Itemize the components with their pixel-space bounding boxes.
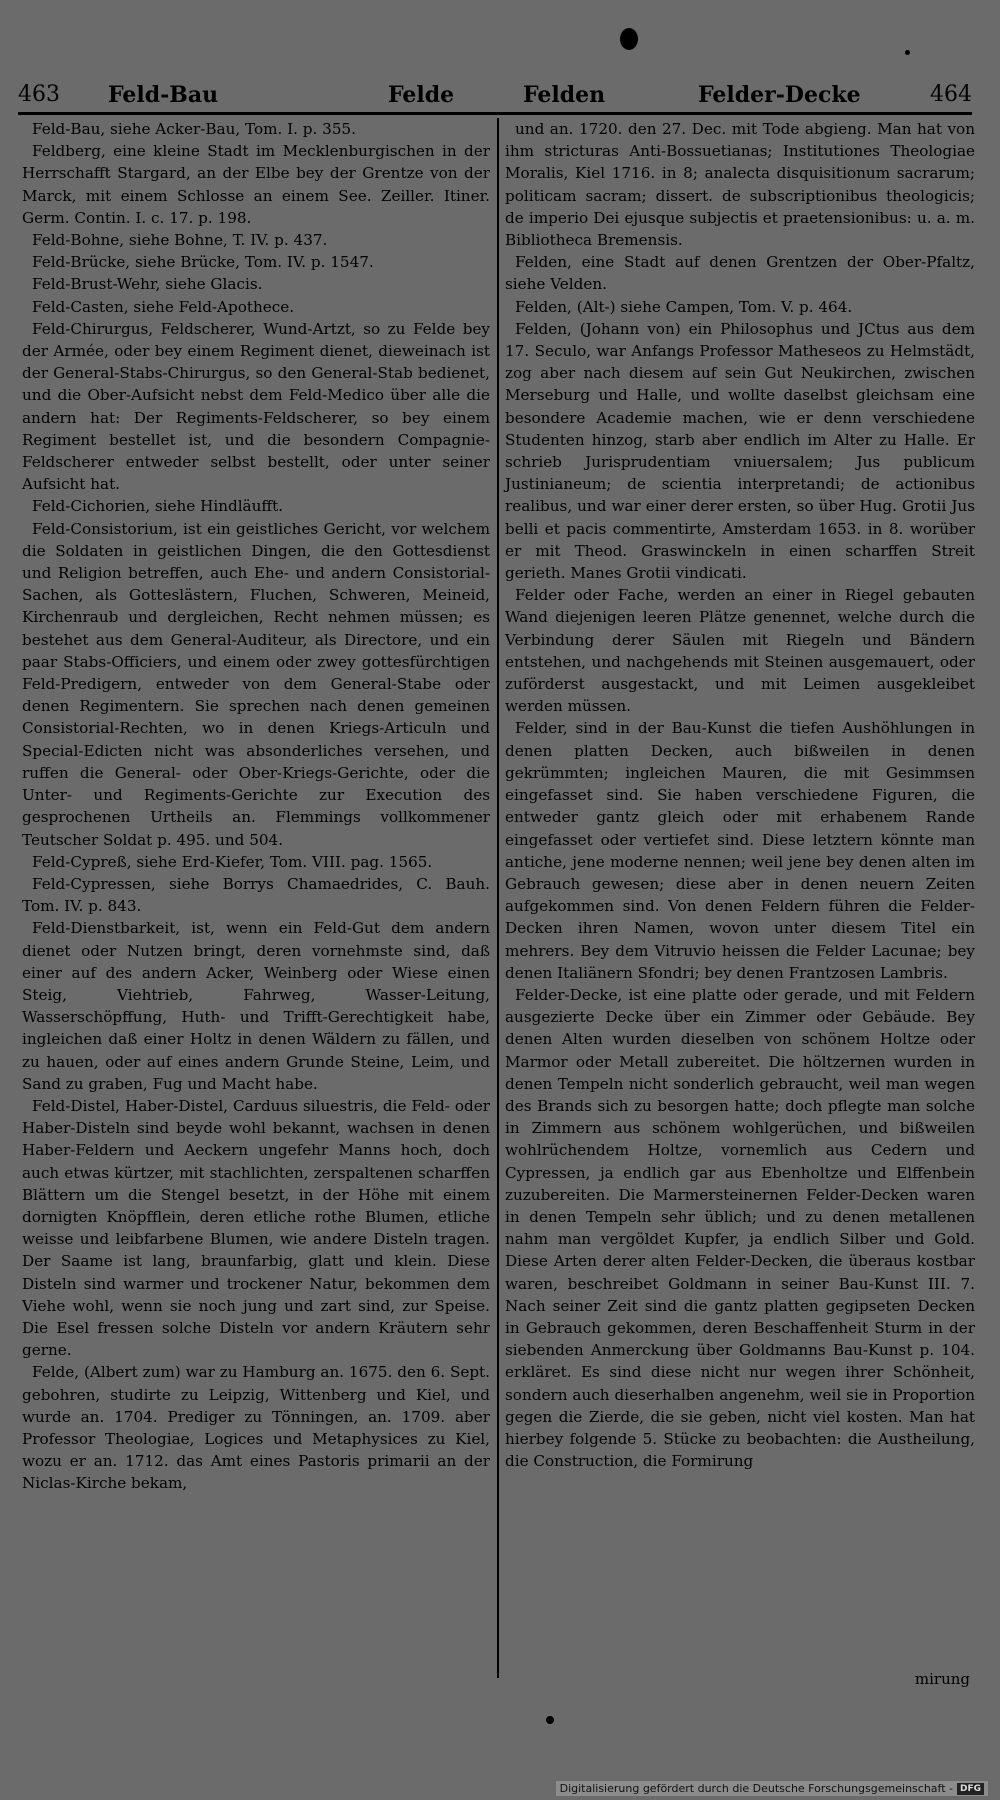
entry: Felder oder Fache, werden an einer in Riegel gebauten Wand diejenigen leeren Plätze genennet, welche durch die Verbindung derer Säulen mit Riegeln und Bändern entstehen, und nachgehends mit Steinen ausgemauert, oder zuförderst ausgestackt, und mit Leimen ausgekleibet werden müssen. [505,586,975,716]
entry: und an. 1720. den 27. Dec. mit Tode abgieng. Man hat von ihm stricturas Anti-Bossuetianas; Institutiones Theologiae Moralis, Kiel 1716. in 8; analecta disquisitionum sacrarum; politicam sacram; dissert. de subscriptionibus theologicis; de imperio Dei ejusque subjectis et praetensionibus: u. a. m. Bibliotheca Bremensis. [505,120,975,250]
entry: Feld-Cypreß, siehe Erd-Kiefer, Tom. VIII. pag. 1565. [32,852,433,871]
entry: Feld-Dienstbarkeit, ist, wenn ein Feld-Gut dem andern dienet oder Nutzen bringt, deren vornehmste sind, daß einer auf des andern Acker, Weinberg oder Wiese einen Steig, Viehtrieb, Fahrweg, Wasser-Leitung, Wasserschöpffung, Huth- und Trifft-Gerechtigkeit habe, ingleichen daß einer Holtz in denen Wäldern zu fällen, und zu hauen, oder auf eines andern Grunde Steine, Leim, und Sand zu graben, Fug und Macht habe. [22,919,490,1093]
entry: Feld-Cichorien, siehe Hindläufft. [32,497,284,516]
entry: Felden, (Alt-) siehe Campen, Tom. V. p. 464. [515,297,853,316]
running-headword-1: Feld-Bau [108,82,219,108]
entry: Felder-Decke, ist eine platte oder gerade, und mit Feldern ausgezierte Decke über ein Zimmer oder Gebäude. Bey denen Alten wurden dieselben von schönem Holtze oder Marmor oder Metall zubereitet. Die höltzernen wurden in denen Tempeln nicht sonderlich gebraucht, weil man wegen des Brands sich zu besorgen hatte; doch pflegte man solche in Zimmern aus schönem wohlgerüchen, und bißweilen wohlrüchendem Holtze, vornemlich aus Cedern und Cypressen, ja endlich gar aus Ebenholtze und Elffenbein zuzubereiten. Die Marmersteinernen Felder-Decken waren in denen Tempeln sehr üblich; und zu denen metallenen nahm man vergöldet Kupfer, ja endlich Silber und Gold. Diese Arten derer alten Felder-Decken, die überaus kostbar waren, beschreibet Goldmann in seiner Bau-Kunst III. 7. Nach seiner Zeit sind die gantz platten gegipseten Decken in Gebrauch gekommen, deren Beschaffenheit Sturm in der siebenden Anmerckung über Goldmanns Bau-Kunst p. 104. erkläret. Es sind diese nicht nur wegen ihrer Schönheit, sondern auch dieserhalben angenehm, weil sie in Proportion gegen die Zierde, die sie geben, nicht viel kosten. Man hat hierbey folgende 5. Stücke zu beobachten: die Austheilung, die Construction, die Formirung [505,985,975,1471]
right-column [505,118,975,1472]
entry: Feld-Brust-Wehr, siehe Glacis. [32,275,263,294]
footer-text: Digitalisierung gefördert durch die Deutsche Forschungsgemeinschaft - [559,1782,953,1795]
ink-speck [546,1716,554,1724]
entry: Felde, (Albert zum) war zu Hamburg an. 1675. den 6. Sept. gebohren, studirte zu Leipzig, Wittenberg und Kiel, und wurde an. 1704. Prediger zu Tönningen, an. 1709. aber Professor Theologiae, Logices und Metaphysices zu Kiel, wozu er an. 1712. das Amt eines Pastoris primarii an der Niclas-Kirche bekam, [22,1363,490,1493]
entry: Felden, eine Stadt auf denen Grentzen der Ober-Pfaltz, siehe Velden. [505,253,975,294]
entry: Feld-Brücke, siehe Brücke, Tom. IV. p. 1547. [32,253,374,272]
entry: Feld-Bohne, siehe Bohne, T. IV. p. 437. [32,231,328,250]
catchword: mirung [914,1670,970,1688]
entry: Feld-Distel, Haber-Distel, Carduus siluestris, die Feld- oder Haber-Disteln sind beyde wohl bekannt, wachsen in denen Haber-Feldern und Aeckern ungefehr Manns hoch, doch auch etwas kürtzer, mit stachlichten, zerspaltenen scharffen Blättern um die Stengel besetzt, in der Höhe mit einem dornigten Knöpfflein, deren etliche rothe Blumen, etliche weisse und leibfarbene Blumen, wie andere Disteln tragen. Der Saame ist lang, braunfarbig, glatt und klein. Diese Disteln sind warmer und trockener Natur, bekommen dem Viehe wohl, wenn sie noch jung und zart sind, zur Speise. Die Esel fressen solche Disteln vor andern Kräutern sehr gerne. [22,1096,490,1360]
digitization-footer [556,1781,988,1796]
entry: Feld-Cypressen, siehe Borrys Chamaedrides, C. Bauh. Tom. IV. p. 843. [22,874,490,916]
dfg-logo: DFG [957,1783,984,1795]
ink-speck [905,50,910,55]
running-headword-3: Felden [523,82,606,108]
entry: Feld-Consistorium, ist ein geistliches Gericht, vor welchem die Soldaten in geistlichen Dingen, die den Gottesdienst und Religion betreffen, auch Ehe- und andern Consistorial-Sachen, als Gotteslästern, Fluchen, Schweren, Meineid, Kirchenraub und dergleichen, Recht nehmen müssen; es bestehet aus dem General-Auditeur, als Directore, und ein paar Stabs-Officiers, und einem oder zwey gottesfürchtigen Feld-Predigern, entweder von dem General-Stabe oder denen Regimentern. Sie sprechen nach denen gemeinen Consistorial-Rechten, wo in denen Kriegs-Articuln und Special-Edicten nicht was absonderliches versehen, und ruffen die General- oder Ober-Kriegs-Gerichte, oder die Unter- und Regiments-Gerichte zur Execution des gesprochenen Urtheils an. Flemmings vollkommener Teutscher Soldat p. 495. und 504. [22,519,490,849]
column-divider [497,118,499,1678]
entry: Feld-Chirurgus, Feldscherer, Wund-Artzt, so zu Felde bey der Armée, oder bey einem Regiment dienet, dieweinach ist der General-Stabs-Chirurgus, so den General-Stab bedienet, und die Ober-Aufsicht nebst dem Feld-Medico über alle die andern hat: Der Regiments-Feldscherer, so bey einem Regiment bestellet ist, und die besondern Compagnie-Feldscherer entweder selbst bestellt, oder unter seiner Aufsicht hat. [22,319,490,494]
entry: Felder, sind in der Bau-Kunst die tiefen Aushöhlungen in denen platten Decken, auch bißweilen in denen gekrümmten; ingleichen Mauren, die mit Gesimmsen eingefasset sind. Sie haben verschiedene Figuren, die entweder gantz gleich oder mit erhabenem Rande eingefasset oder vertiefet sind. Diese letztern könnte man antiche, jene moderne nennen; weil jene bey denen alten im Gebrauch gewesen; diese aber in denen neuern Zeiten aufgekommen sind. Von denen Feldern führen die Felder-Decken ihren Namen, wovon unter diesem Titel ein mehrers. Bey dem Vitruvio heissen die Felder Lacunae; bey denen Italiänern Sfondri; bey denen Frantzosen Lambris. [505,719,975,982]
ink-blot [620,28,638,50]
entry: Feldberg, eine kleine Stadt im Mecklenburgischen in der Herrschafft Stargard, an der Elbe bey der Grentze von der Marck, mit einem Schlosse an einem See. Zeiller. Itiner. Germ. Contin. I. c. 17. p. 198. [22,142,490,227]
entry: Feld-Casten, siehe Feld-Apothece. [32,297,295,316]
entry: Felden, (Johann von) ein Philosophus und JCtus aus dem 17. Seculo, war Anfangs Professor Matheseos zu Helmstädt, zog aber nach diesem auf sein Gut Neukirchen, zwischen Merseburg und Halle, und wollte daselbst gleichsam eine besondere Academie machen, wie er denn verschiedene Studenten hinzog, starb aber endlich im Alter zu Halle. Er schrieb Jurisprudentiam vniuersalem; Jus publicum Justinianeum; de scientia interpretandi; de actionibus realibus, und war einer derer ersten, so über Hug. Grotii Jus belli et pacis commentirte, Amsterdam 1653. in 8. worüber er mit Theod. Graswinckeln in einen scharffen Streit gerieth. Manes Grotii vindicati. [505,319,975,583]
page-header [18,78,972,112]
page-number-left: 463 [18,82,60,107]
left-column [22,118,490,1495]
running-headword-2: Felde [388,82,455,108]
header-rule [18,112,972,115]
entry: Feld-Bau, siehe Acker-Bau, Tom. I. p. 355. [32,120,357,138]
running-headword-4: Felder-Decke [698,82,861,108]
page-number-right: 464 [930,82,972,107]
